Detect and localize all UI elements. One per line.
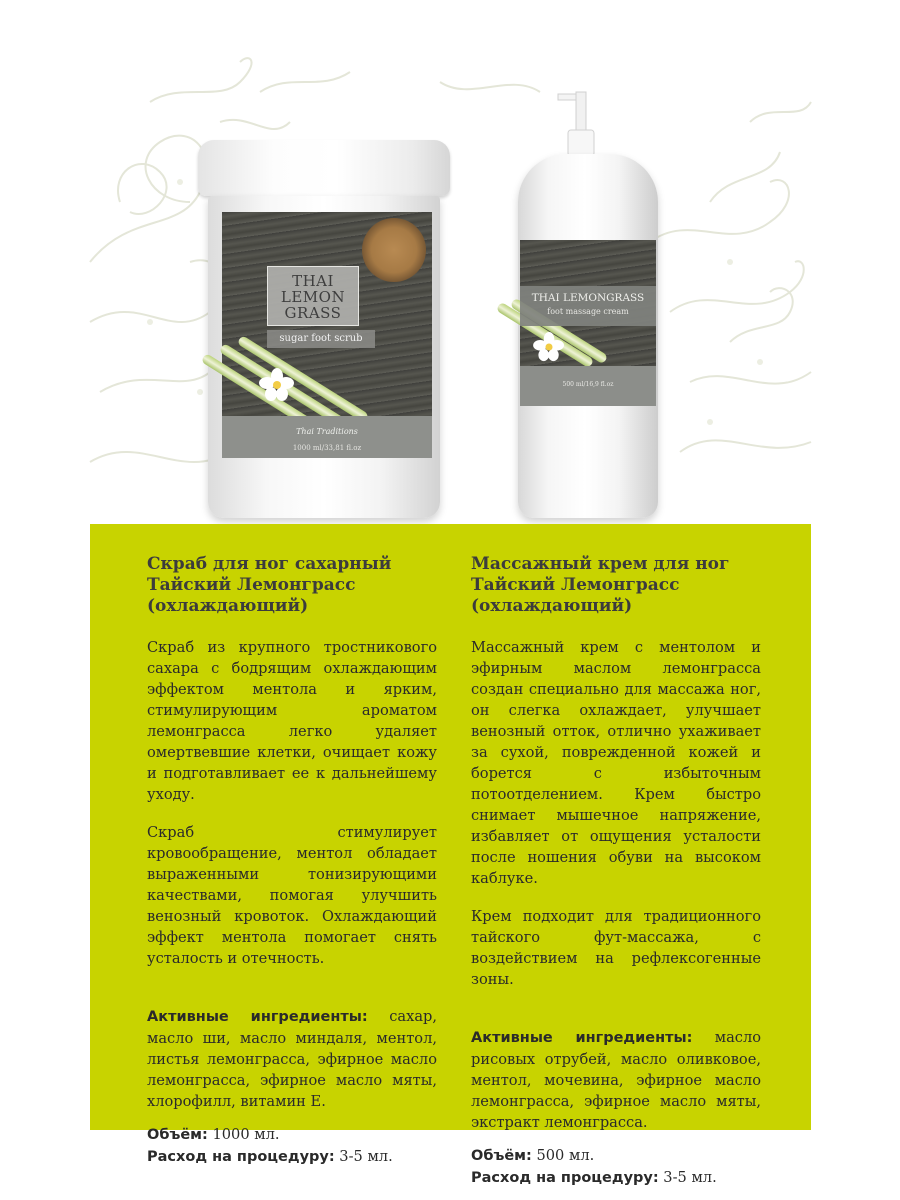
scrub-paragraph-1: Скраб из крупного тростникового сахара с бодрящим охлаждающим эффектом ментола и ярким, стимулирующим ароматом лемонграсса легко удаляет омертвевшие клетки, очищает кожу и подготавливает ее к дальнейшему уходу. [147,639,437,803]
sugar-scrub-jar [198,140,450,520]
heading-line: Скраб для ног сахарный [147,554,392,574]
jar-title-line: LEMON [280,288,346,306]
jar-subtitle: sugar foot scrub [267,330,375,348]
jar-lid [198,140,450,196]
heading-line: (охлаждающий) [471,596,633,616]
ingredients-label: Активные ингредиенты: [147,1009,368,1025]
bottle-volume: 500 ml/16,9 fl.oz [562,381,614,388]
bottle-label [520,240,656,406]
jar-title-line: THAI [292,272,334,290]
ingredients-text: сахар, масло ши, масло миндаля, ментол, листья лемонграсса, эфирное масло лемонграсса, эфирное масло мяты, хлорофилл, витамин Е. [147,1008,437,1110]
heading-line: Тайский Лемонграсс [147,575,356,595]
product-photo-area [90,62,811,524]
heading-line: Тайский Лемонграсс [471,575,680,595]
scrub-usage [147,1146,437,1168]
cream-heading [471,554,761,617]
plumeria-flower-icon [260,368,294,402]
volume-value: 1000 мл. [207,1126,280,1143]
jar-title-box [267,266,359,326]
scrub-description [147,554,437,1168]
sugar-bowl-image [362,218,426,282]
scrub-ingredients [147,1006,437,1112]
description-panel [90,524,811,1186]
cream-description [471,554,761,1189]
cream-paragraph-2: Крем подходит для традиционного тайского фут-массажа, с воздействием на рефлексогенные зоны. [471,908,761,988]
ingredients-text: масло рисовых отрубей, масло оливковое, ментол, мочевина, эфирное масло лемонграсса, эфирное масло мяты, экстракт лемонграсса. [471,1029,761,1131]
heading-line: Массажный крем для ног [471,554,730,574]
pump-dispenser-icon [554,84,618,156]
jar-label [222,212,432,458]
massage-cream-bottle [518,84,658,520]
cream-usage [471,1167,761,1189]
bottle-title: THAI LEMONGRASS [531,292,645,304]
bottle-subtitle: foot massage cream [547,307,629,316]
volume-label: Объём: [147,1127,208,1143]
jar-brand: Thai Traditions [296,427,358,436]
usage-value: 3-5 мл. [658,1169,717,1186]
cream-ingredients [471,1027,761,1133]
cream-paragraph-1: Массажный крем с ментолом и эфирным маслом лемонграсса создан специально для массажа ног, он слегка охлаждает, улучшает венозный отток, отлично ухаживает за сухой, поврежденной кожей и борется с избыточным потоотделением. Крем быстро снимает мышечное напряжение, избавляет от ощущения усталости после ношения обуви на высоком каблуке. [471,639,761,887]
usage-value: 3-5 мл. [334,1148,393,1165]
cream-volume [471,1145,761,1167]
usage-label: Расход на процедуру: [471,1170,659,1186]
scrub-heading [147,554,437,617]
bottle-title-box [520,286,656,326]
ingredients-label: Активные ингредиенты: [471,1030,693,1046]
heading-line: (охлаждающий) [147,596,309,616]
catalog-page [90,62,811,1186]
jar-title-line: GRASS [284,304,342,322]
scrub-volume [147,1124,437,1146]
jar-volume: 1000 ml/33,81 fl.oz [292,444,362,452]
usage-label: Расход на процедуру: [147,1149,335,1165]
plumeria-flower-icon [534,332,564,362]
volume-label: Объём: [471,1148,532,1164]
volume-value: 500 мл. [531,1147,595,1164]
scrub-paragraph-2: Скраб стимулирует кровообращение, ментол обладает выраженными тонизирующими качествами, помогая улучшить венозный кровоток. Охлаждающий эффект ментола помогает снять усталость и отечность. [147,824,437,967]
